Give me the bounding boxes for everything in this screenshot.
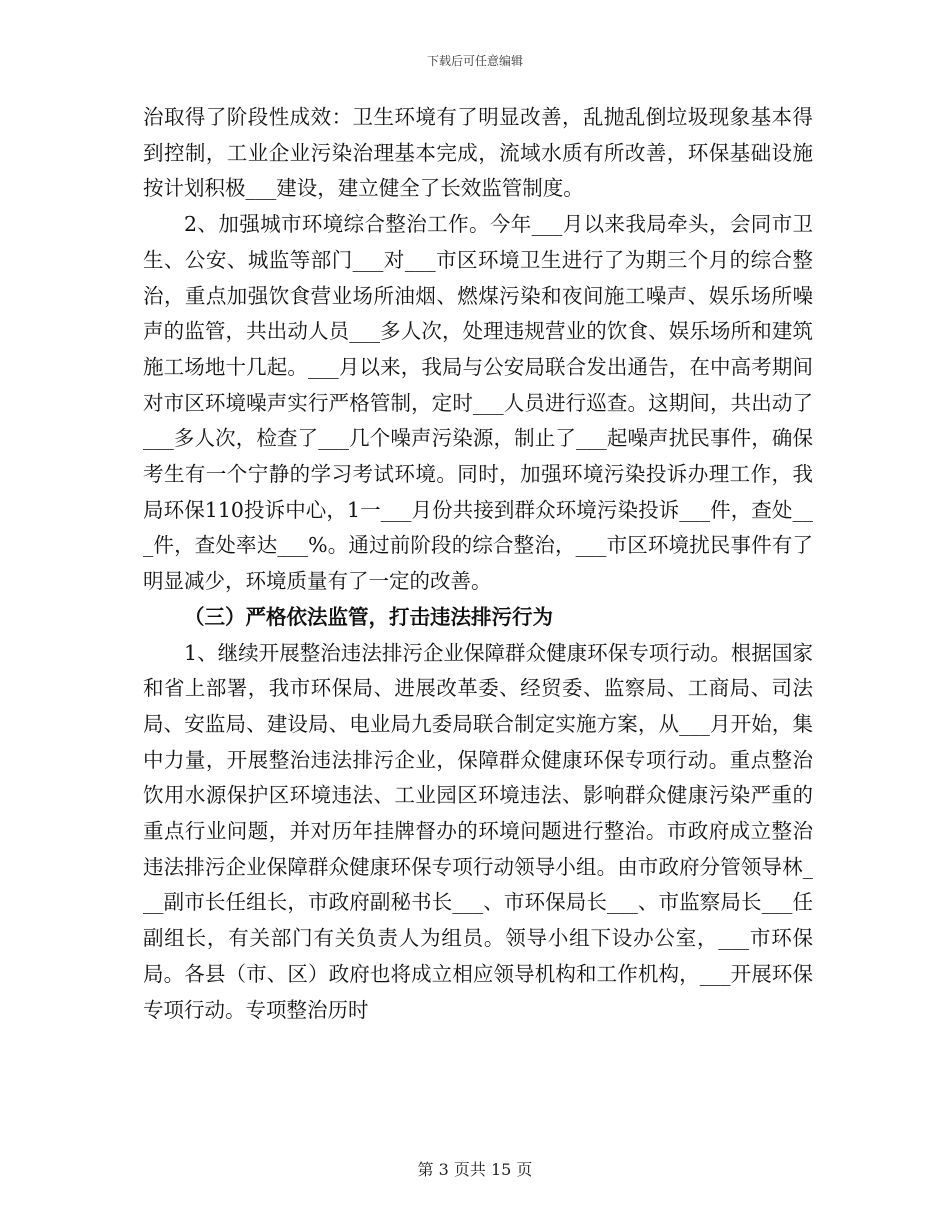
paragraph-continuation: 治取得了阶段性成效：卫生环境有了明显改善，乱抛乱倒垃圾现象基本得到控制，工业企业污染治理基本完成，流域水质有所改善，环保基础设施按计划积极___建设，建立健全了长效监管制度。 (143, 105, 813, 201)
section-heading: （三）严格依法监管，打击违法排污行为 (184, 604, 553, 629)
document-body (143, 100, 813, 1028)
page-footer: 第 3 页共 15 页 (417, 1160, 533, 1179)
paragraph-urban-environment: 2、加强城市环境综合整治工作。今年___月以来我局牵头，会同市卫生、公安、城监等部门___对___市区环境卫生进行了为期三个月的综合整治，重点加强饮食营业场所油烟、燃煤污染和夜间施工噪声、娱乐场所噪声的监管，共出动人员___多人次，处理违规营业的饮食、娱乐场所和建筑施工场地十几起。___月以来，我局与公安局联合发出通告，在中高考期间对市区环境噪声实行严格管制，定时___人员进行巡查。这期间，共出动了___多人次，检查了___几个噪声污染源，制止了___起噪声扰民事件，确保考生有一个宁静的学习考试环境。同时，加强环境污染投诉办理工作，我局环保110投诉中心，1一___月份共接到群众环境污染投诉___件，查处___件，查处率达___%。通过前阶段的综合整治，___市区环境扰民事件有了明显减少，环境质量有了一定的改善。 (143, 212, 813, 594)
page-header: 下载后可任意编辑 (426, 54, 523, 68)
paragraph-special-action: 1、继续开展整治违法排污企业保障群众健康环保专项行动。根据国家和省上部署，我市环保局、进展改革委、经贸委、监察局、工商局、司法局、安监局、建设局、电业局九委局联合制定实施方案，从___月开始，集中力量，开展整治违法排污企业，保障群众健康环保专项行动。重点整治饮用水源保护区环境违法、工业园区环境违法、影响群众健康污染严重的重点行业问题，并对历年挂牌督办的环境问题进行整治。市政府成立整治违法排污企业保障群众健康环保专项行动领导小组。由市政府分管领导林___副市长任组长，市政府副秘书长___、市环保局长___、市监察局长___任副组长，有关部门有关负责人为组员。领导小组下设办公室，___市环保局。各县（市、区）政府也将成立相应领导机构和工作机构，___开展环保专项行动。专项整治历时 (143, 640, 813, 1022)
